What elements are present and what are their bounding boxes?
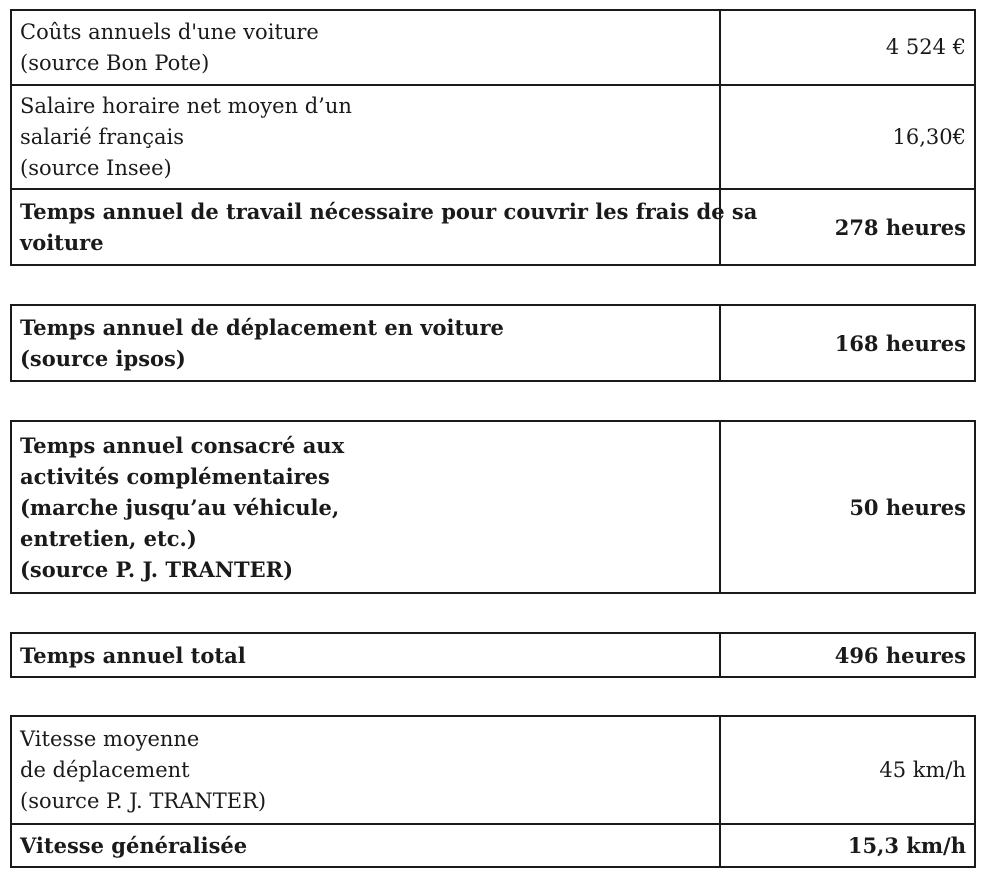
table-row-generalized-speed [11,824,975,867]
annual-car-cost-value: 4 524 € [720,10,975,85]
average-speed-value: 45 km/h [720,716,975,824]
generalized-speed-value: 15,3 km/h [720,824,975,867]
hourly-wage-value: 16,30€ [720,85,975,189]
work-time-needed-value: 278 heures [720,189,975,265]
driving-time-label: Temps annuel de déplacement en voiture (source ipsos) [11,305,720,381]
work-time-needed-label: Temps annuel de travail nécessaire pour couvrir les frais de sa voiture [11,189,720,265]
driving-time-table [10,304,976,382]
table-row-driving-time [11,305,975,381]
table-row-work-time-needed [11,189,975,265]
car-cost-table [10,9,976,266]
annual-car-cost-label: Coûts annuels d'une voiture (source Bon Pote) [11,10,720,85]
generalized-speed-label: Vitesse généralisée [11,824,720,867]
complementary-activities-value: 50 heures [720,421,975,593]
hourly-wage-label: Salaire horaire net moyen d’un salarié français (source Insee) [11,85,720,189]
total-time-table [10,632,976,678]
table-row-complementary-activities [11,421,975,593]
speed-table [10,715,976,868]
table-row-hourly-wage [11,85,975,189]
driving-time-value: 168 heures [720,305,975,381]
complementary-activities-table [10,420,976,594]
total-time-label: Temps annuel total [11,633,720,677]
table-row-average-speed [11,716,975,824]
complementary-activities-label: Temps annuel consacré aux activités complémentaires (marche jusqu’au véhicule, entretien, etc.) (source P. J. TRANTER) [11,421,720,593]
average-speed-label: Vitesse moyenne de déplacement (source P. J. TRANTER) [11,716,720,824]
table-row-annual-car-cost [11,10,975,85]
total-time-value: 496 heures [720,633,975,677]
table-row-total-time [11,633,975,677]
